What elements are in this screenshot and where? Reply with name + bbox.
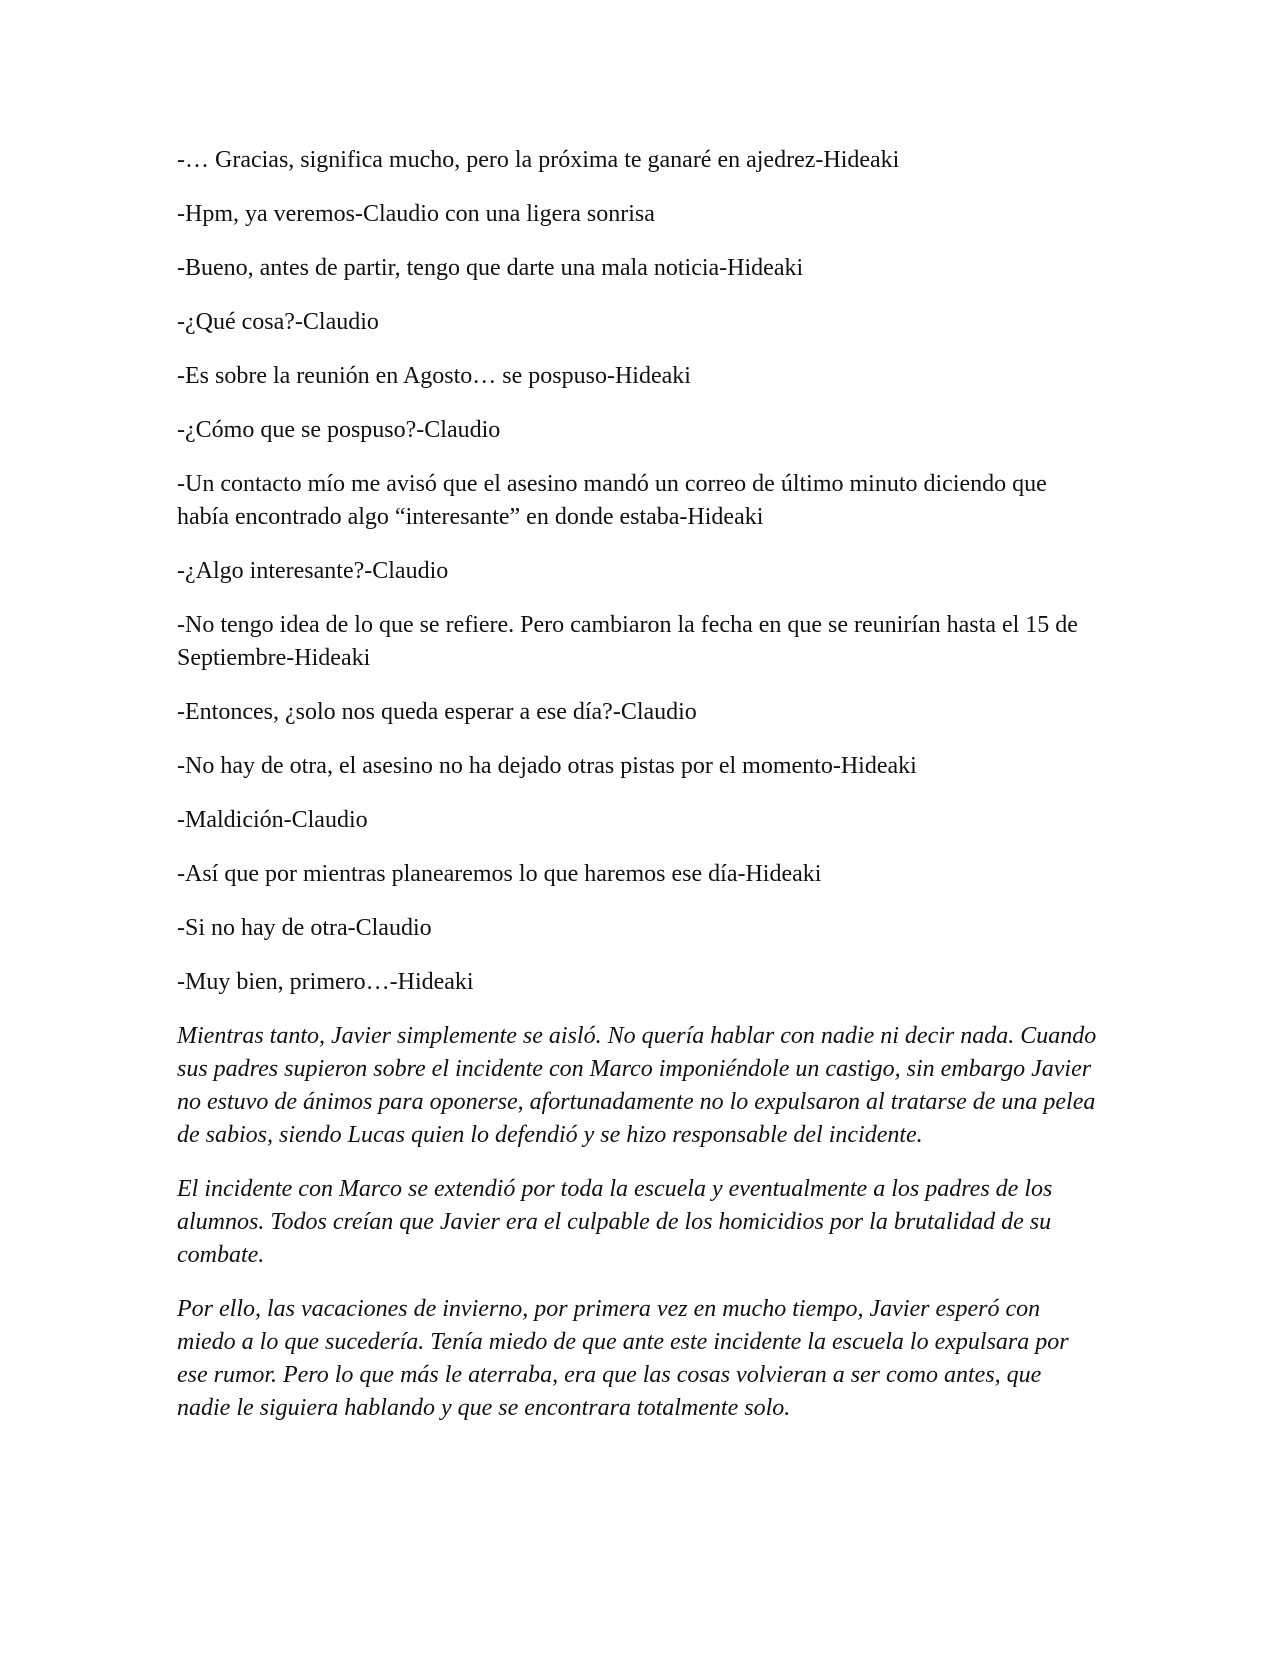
dialogue-line: -¿Algo interesante?-Claudio <box>177 558 449 584</box>
dialogue-line: -Si no hay de otra-Claudio <box>177 915 432 941</box>
narration-paragraph: Mientras tanto, Javier simplemente se aisló. No quería hablar con nadie ni decir nada. Cuando sus padres supieron sobre el incidente con Marco imponiéndole un castigo, sin embargo Javier no estuvo de ánimos para oponerse, afortunadamente no lo expulsaron al tratarse de una pelea de sabios, siendo Lucas quien lo defendió y se hizo responsable del incidente. <box>177 1023 1097 1148</box>
document-body <box>177 144 1097 1446</box>
dialogue-line: -Bueno, antes de partir, tengo que darte una mala noticia-Hideaki <box>177 255 804 281</box>
dialogue-line: -¿Cómo que se pospuso?-Claudio <box>177 417 501 443</box>
narration-paragraph: Por ello, las vacaciones de invierno, por primera vez en mucho tiempo, Javier esperó con miedo a lo que sucedería. Tenía miedo de que ante este incidente la escuela lo expulsara por ese rumor. Pero lo que más le aterraba, era que las cosas volvieran a ser como antes, que nadie le siguiera hablando y que se encontrara totalmente solo. <box>177 1296 1069 1421</box>
dialogue-line: -Entonces, ¿solo nos queda esperar a ese día?-Claudio <box>177 699 697 725</box>
dialogue-line: -… Gracias, significa mucho, pero la próxima te ganaré en ajedrez-Hideaki <box>177 147 900 173</box>
dialogue-line: -Maldición-Claudio <box>177 807 368 833</box>
dialogue-line: -No hay de otra, el asesino no ha dejado otras pistas por el momento-Hideaki <box>177 753 917 779</box>
dialogue-line: -No tengo idea de lo que se refiere. Pero cambiaron la fecha en que se reunirían hasta el 15 de Septiembre-Hideaki <box>177 612 1078 671</box>
dialogue-line: -Muy bien, primero…-Hideaki <box>177 969 474 995</box>
dialogue-line: -Hpm, ya veremos-Claudio con una ligera sonrisa <box>177 201 655 227</box>
narration-paragraph: El incidente con Marco se extendió por toda la escuela y eventualmente a los padres de los alumnos. Todos creían que Javier era el culpable de los homicidios por la brutalidad de su combate. <box>177 1176 1053 1268</box>
dialogue-line: -Así que por mientras planearemos lo que haremos ese día-Hideaki <box>177 861 822 887</box>
dialogue-line: -¿Qué cosa?-Claudio <box>177 309 379 335</box>
dialogue-line: -Es sobre la reunión en Agosto… se pospuso-Hideaki <box>177 363 691 389</box>
dialogue-line: -Un contacto mío me avisó que el asesino mandó un correo de último minuto diciendo que había encontrado algo “interesante” en donde estaba-Hideaki <box>177 471 1047 530</box>
